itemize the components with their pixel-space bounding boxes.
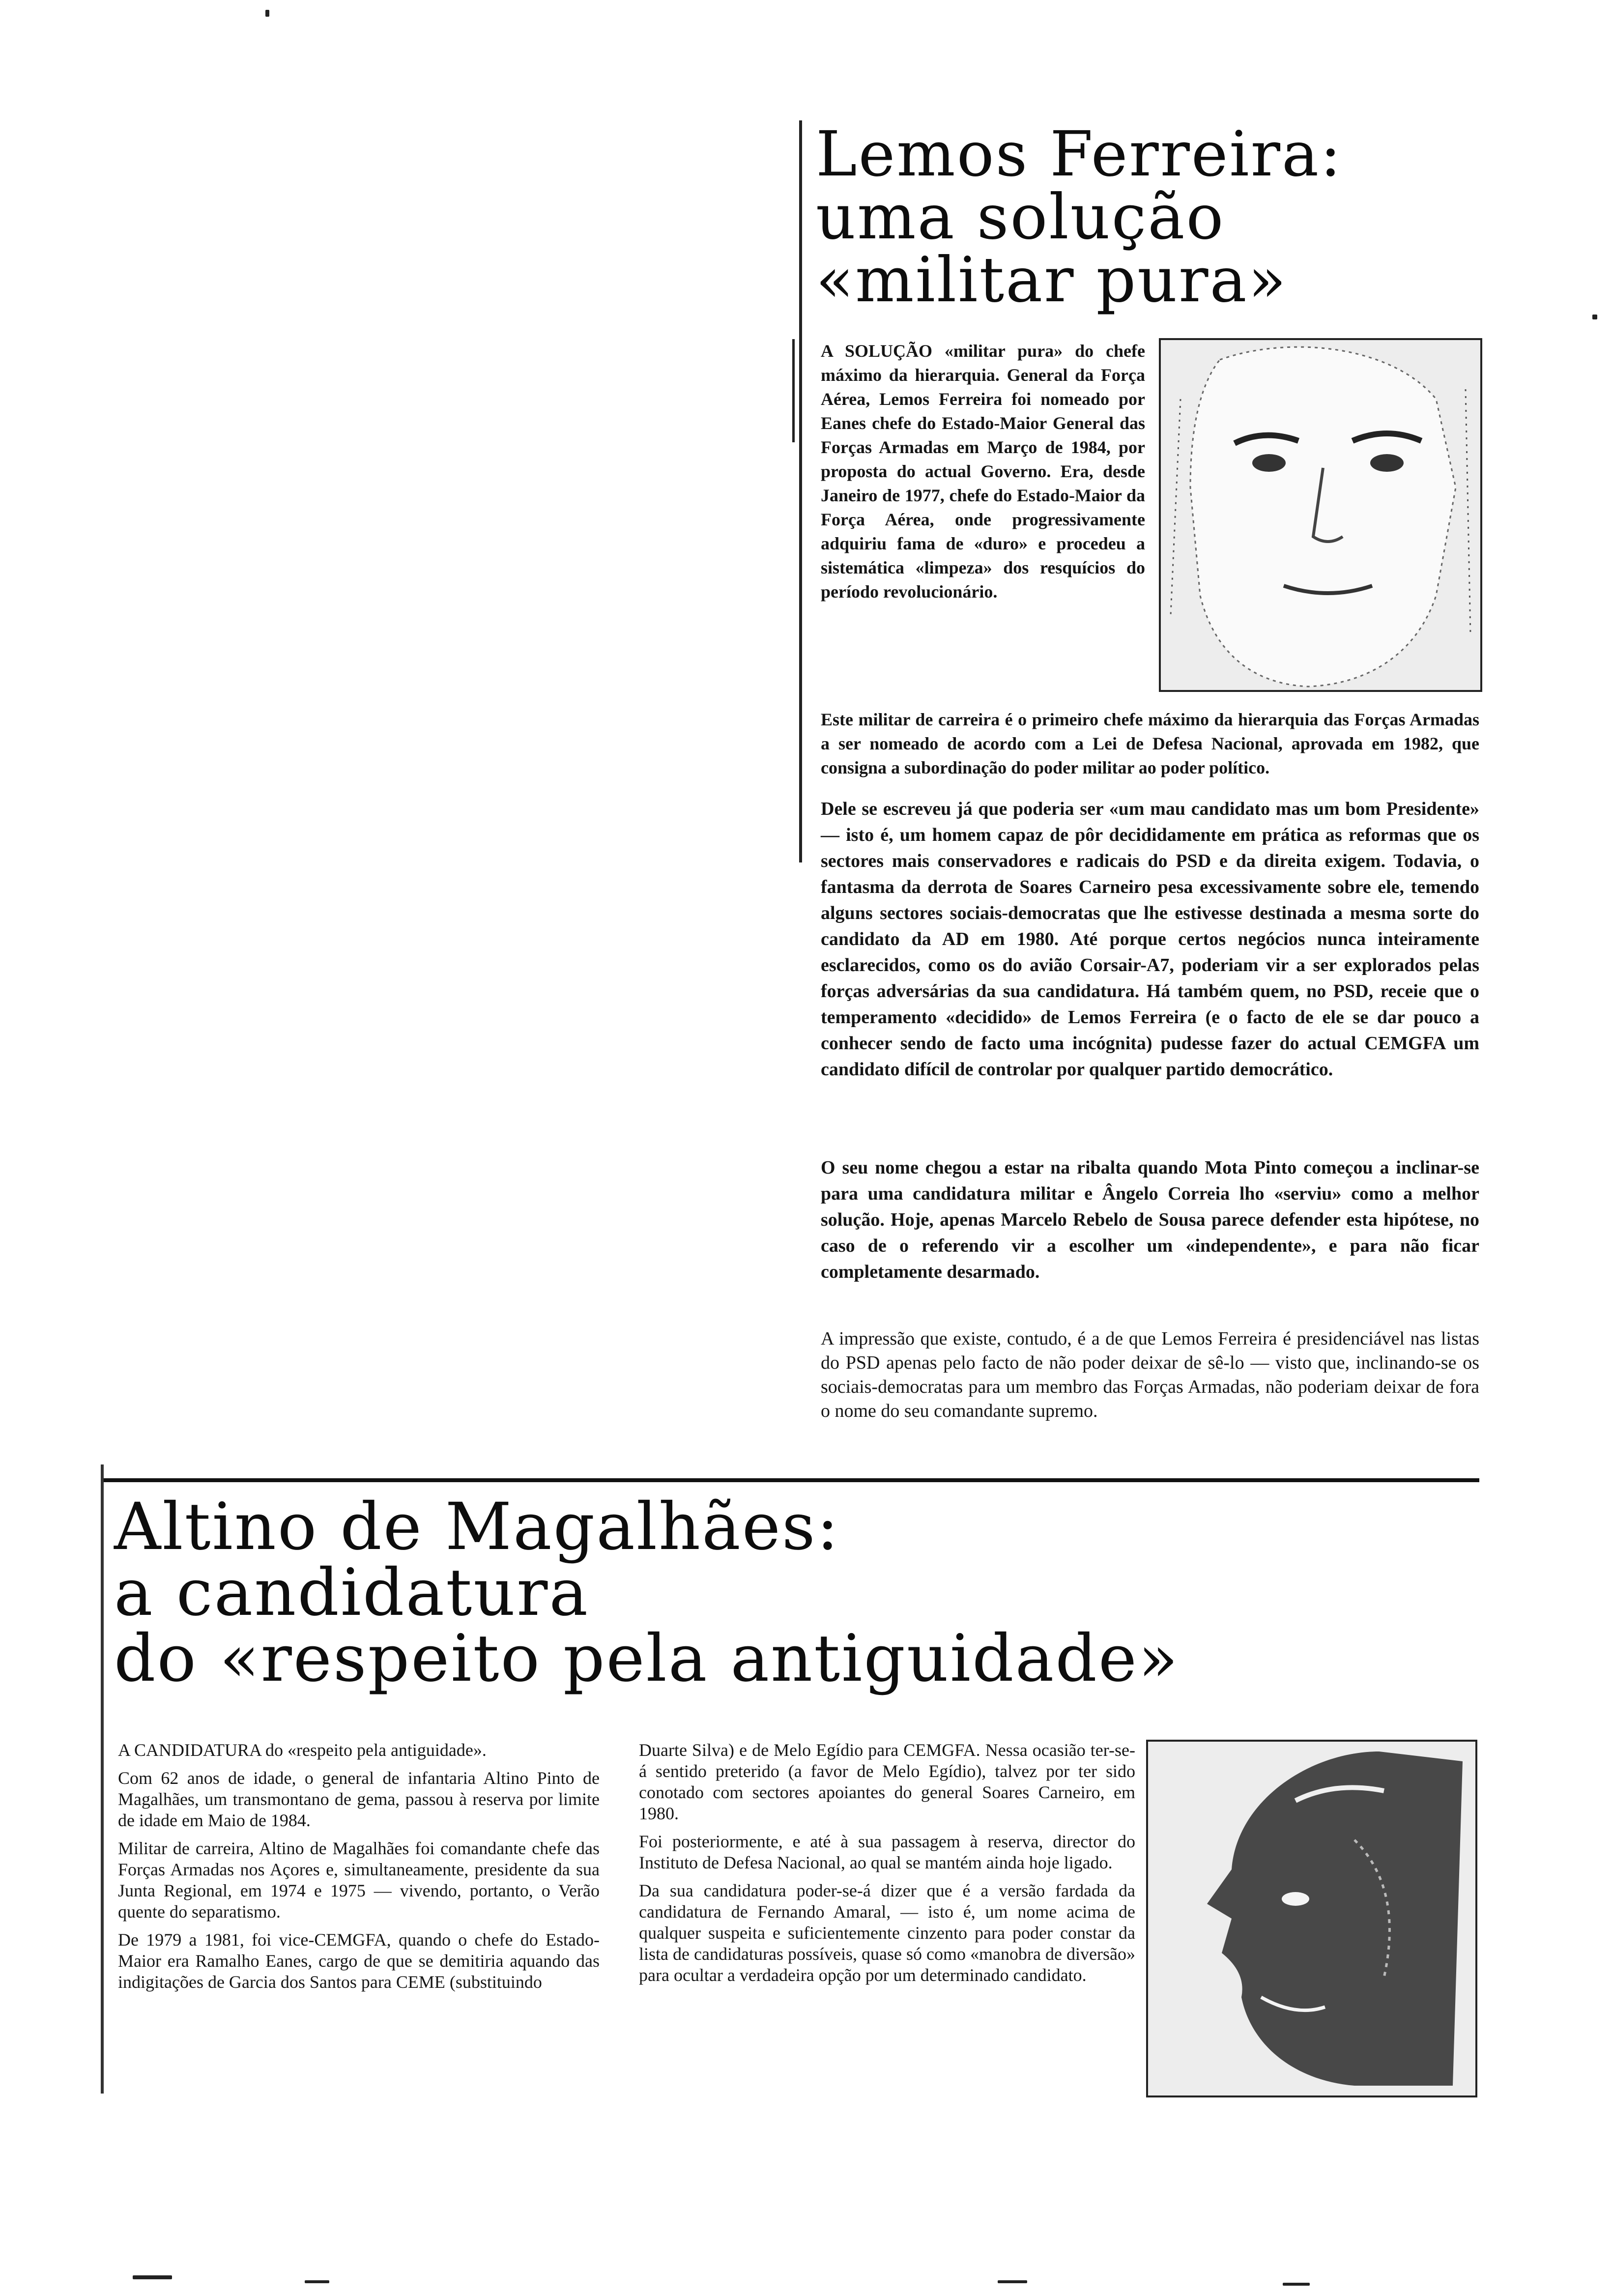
article1-paragraph-intro (821, 339, 1145, 604)
article1-title-line: uma solução (816, 181, 1225, 253)
article1-title (816, 118, 1543, 316)
article2-paragraph: Duarte Silva) e de Melo Egídio para CEMGFA. Nessa ocasião ter-se-á sentido preterido (a favor de Melo Egídio), talvez por ter sido conotado com sectores apoiantes do general Soares Carneiro, em 1980. (639, 1740, 1135, 1823)
article1-paragraph-conclusion: A impressão que existe, contudo, é a de que Lemos Ferreira é presidenciável nas listas do PSD apenas pelo facto de não poder deixar de sê-lo — visto que, inclinando-se os sociais-democratas para um membro das Forças Armadas, não poderiam deixar de fora o nome do seu comandante supremo. (821, 1328, 1479, 1421)
scan-speck (1592, 315, 1597, 319)
portrait-photo-lemos-ferreira (1159, 338, 1482, 692)
article2-paragraph: Com 62 anos de idade, o general de infantaria Altino Pinto de Magalhães, um transmontano de gema, passou à reserva por limite de idade em Maio de 1984. (118, 1768, 600, 1830)
article2-title (114, 1489, 1392, 1696)
scan-speck (1283, 2283, 1310, 2286)
portrait-face-icon (1161, 340, 1480, 690)
article1-paragraph-career: Este militar de carreira é o primeiro chefe máximo da hierarquia das Forças Armadas a ser nomeado de acordo com a Lei de Defesa Nacional, aprovada em 1982, que consigna a subordinação do poder militar ao poder político. (821, 710, 1479, 777)
article2-column-2 (639, 1740, 1135, 1993)
article2-paragraph: Foi posteriormente, e até à sua passagem à reserva, director do Instituto de Defesa Nacional, ao qual se mantém ainda hoje ligado. (639, 1832, 1135, 1872)
scan-speck (265, 10, 269, 17)
scan-speck (305, 2280, 329, 2283)
article2-top-rule (101, 1478, 1479, 1482)
article2-paragraph: Militar de carreira, Altino de Magalhães foi comandante chefe das Forças Armadas nos Açores e, simultaneamente, presidente da sua Junta Regional, em 1974 e 1975 — vivendo, portanto, o Verão quente do separatismo. (118, 1838, 600, 1922)
scan-speck (998, 2280, 1027, 2283)
article1-left-rule-accent (792, 339, 795, 442)
article2-column-1 (118, 1740, 600, 2000)
scan-speck (133, 2275, 172, 2279)
article2-lead: A CANDIDATURA do «respeito pela antiguidade». (118, 1740, 487, 1760)
article1-title-line: «militar pura» (816, 244, 1288, 316)
article1-paragraph-spotlight: O seu nome chegou a estar na ribalta quando Mota Pinto começou a inclinar-se para uma candidatura militar e Ângelo Correia lho «serviu» como a melhor solução. Hoje, apenas Marcelo Rebelo de Sousa parece defender esta hipótese, no caso de o referendo vir a escolher um «independente», e para não ficar completamente desarmado. (821, 1157, 1479, 1282)
article2-left-rule (101, 1464, 104, 2094)
article1-title-line: Lemos Ferreira: (816, 118, 1343, 190)
article1-paragraph-candidate: Dele se escreveu já que poderia ser «um mau candidato mas um bom Presidente» — isto é, um homem capaz de pôr decididamente em prática as reformas que os sectores mais conservadores e radicais do PSD e da direita exigem. Todavia, o fantasma da derrota de Soares Carneiro pesa excessivamente sobre ele, temendo alguns sectores sociais-democratas que lhe estivesse destinada a mesma sorte do candidato da AD em 1980. Até porque certos negócios nunca inteiramente esclarecidos, como os do avião Corsair-A7, poderiam vir a ser explorados pelas forças adversárias da sua candidatura. Há também quem, no PSD, receie que o temperamento «decidido» de Lemos Ferreira (e o facto de ele se dar pouco a conhecer sendo de facto uma incógnita) pudesse fazer do actual CEMGFA um candidato difícil de controlar por qualquer partido democrático. (821, 799, 1479, 1080)
article2-title-line: do «respeito pela antiguidade» (114, 1621, 1180, 1696)
article2-paragraph: Da sua candidatura poder-se-á dizer que é a versão fardada da candidatura de Fernando Amaral, — isto é, um nome acima de qualquer suspeita e suficientemente cinzento para poder constar da lista de candidaturas possíveis, quase só como «manobra de diversão» para ocultar a verdadeira opção por um determinado candidato. (639, 1881, 1135, 1985)
article2-title-line: a candidatura (114, 1555, 590, 1631)
portrait-profile-icon (1148, 1742, 1475, 2095)
article2-paragraph: De 1979 a 1981, foi vice-CEMGFA, quando o chefe do Estado-Maior era Ramalho Eanes, cargo de que se demitiria aquando das indigitações de Garcia dos Santos para CEME (substituindo (118, 1930, 600, 1992)
article2-title-line: Altino de Magalhães: (114, 1489, 840, 1565)
article1-lead: A SOLUÇÃO «militar pura» do chefe máximo da hierarquia. (821, 341, 1145, 385)
portrait-photo-altino-magalhaes (1146, 1740, 1477, 2097)
article1-left-rule (799, 120, 802, 862)
article1-intro-body: General da Força Aérea, Lemos Ferreira foi nomeado por Eanes chefe do Estado-Maior General das Forças Armadas em Março de 1984, por proposta do actual Governo. Era, desde Janeiro de 1977, chefe do Estado-Maior da Força Aérea, onde progressivamente adquiriu fama de «duro» e procedeu a sistemática «limpeza» dos resquícios do período revolucionário. (821, 365, 1146, 602)
